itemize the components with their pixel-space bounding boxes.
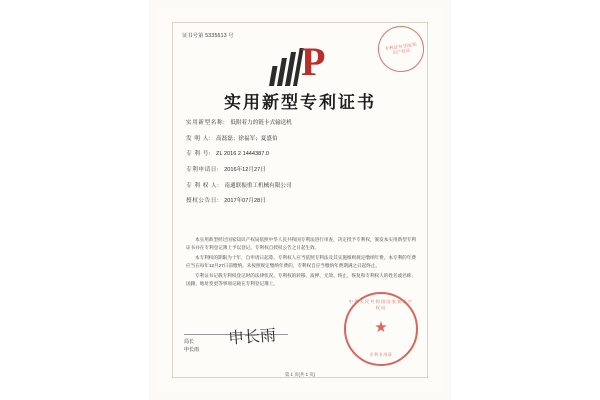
handwritten-signature: 申长雨: [227, 327, 277, 348]
field-row: [186, 198, 418, 204]
field-label: 发 明 人:: [186, 135, 212, 142]
official-seal-icon: [344, 292, 418, 366]
field-label: 实用新型名称:: [186, 120, 226, 126]
field-label: 专 利 权 人:: [186, 182, 220, 189]
certificate-surface: [158, 8, 442, 392]
body-paragraph: 专利证书记载专利权登记时的法律状况。专利权的转移、质押、无效、终止、恢复和专利权人的姓名或名称、国籍、地址变更等事项记载在专利登记簿上。: [186, 272, 416, 287]
field-value: 南通联振重工机械有限公司: [224, 182, 292, 189]
field-row: [186, 183, 418, 189]
seal-star-icon: ★: [374, 319, 388, 336]
field-label: 专利申请日:: [186, 166, 220, 173]
field-value: 2016年12月27日: [224, 166, 266, 173]
field-row: [186, 151, 418, 157]
field-value: 2017年07月28日: [224, 198, 266, 205]
certificate-body: [186, 236, 416, 290]
certificate-paper: [150, 0, 450, 400]
field-row: [186, 120, 418, 126]
emblem-bars-icon: [267, 48, 301, 86]
field-row: [186, 167, 418, 173]
body-paragraph: 本实用新型经过国家知识产权局依照中华人民共和国专利法进行审查，决定授予专利权，颁发本实用新型专利证书并在专利登记簿上予以登记。专利权自授权公告之日起生效。: [186, 237, 416, 251]
field-label: 授权公告日:: [186, 198, 220, 205]
page-title: 实用新型专利证书: [224, 93, 376, 112]
field-value: 高磊磊；徐福军；夏盛伯: [216, 135, 278, 142]
field-value: ZL 2016 2 1444387.0: [216, 151, 270, 158]
field-row: [186, 136, 418, 142]
field-label: 专 利 号:: [186, 151, 212, 158]
emblem-letter: P: [301, 39, 326, 84]
page-footer: 第 1 页(共 1 页): [284, 372, 316, 377]
seal-bottom-text: 专利专用章: [369, 352, 393, 357]
certificate-fields: [186, 120, 418, 214]
signature-title: 局长: [184, 339, 195, 345]
patent-office-emblem-icon: [261, 39, 339, 90]
body-paragraph: 本专利权的期限为十年，自申请日起算。专利权人应当依照专利法及其实施细则规定缴纳年费。本专利的年费应当在每年12月27日前缴纳。未按照规定缴纳年费的，专利权自应当缴纳年费期满之日起终止。: [186, 254, 416, 269]
top-right-seal-text: 专利证书 国家知识产权局: [384, 41, 417, 56]
certificate-number: 证书号第 5335613 号: [182, 33, 234, 39]
signature-block: [184, 327, 294, 354]
signature-name: 申长雨: [184, 346, 200, 353]
field-value: 低附着力的链卡式输送机: [230, 120, 292, 126]
seal-ring-text: 中华人民共和国国家知识产权局: [348, 299, 414, 310]
